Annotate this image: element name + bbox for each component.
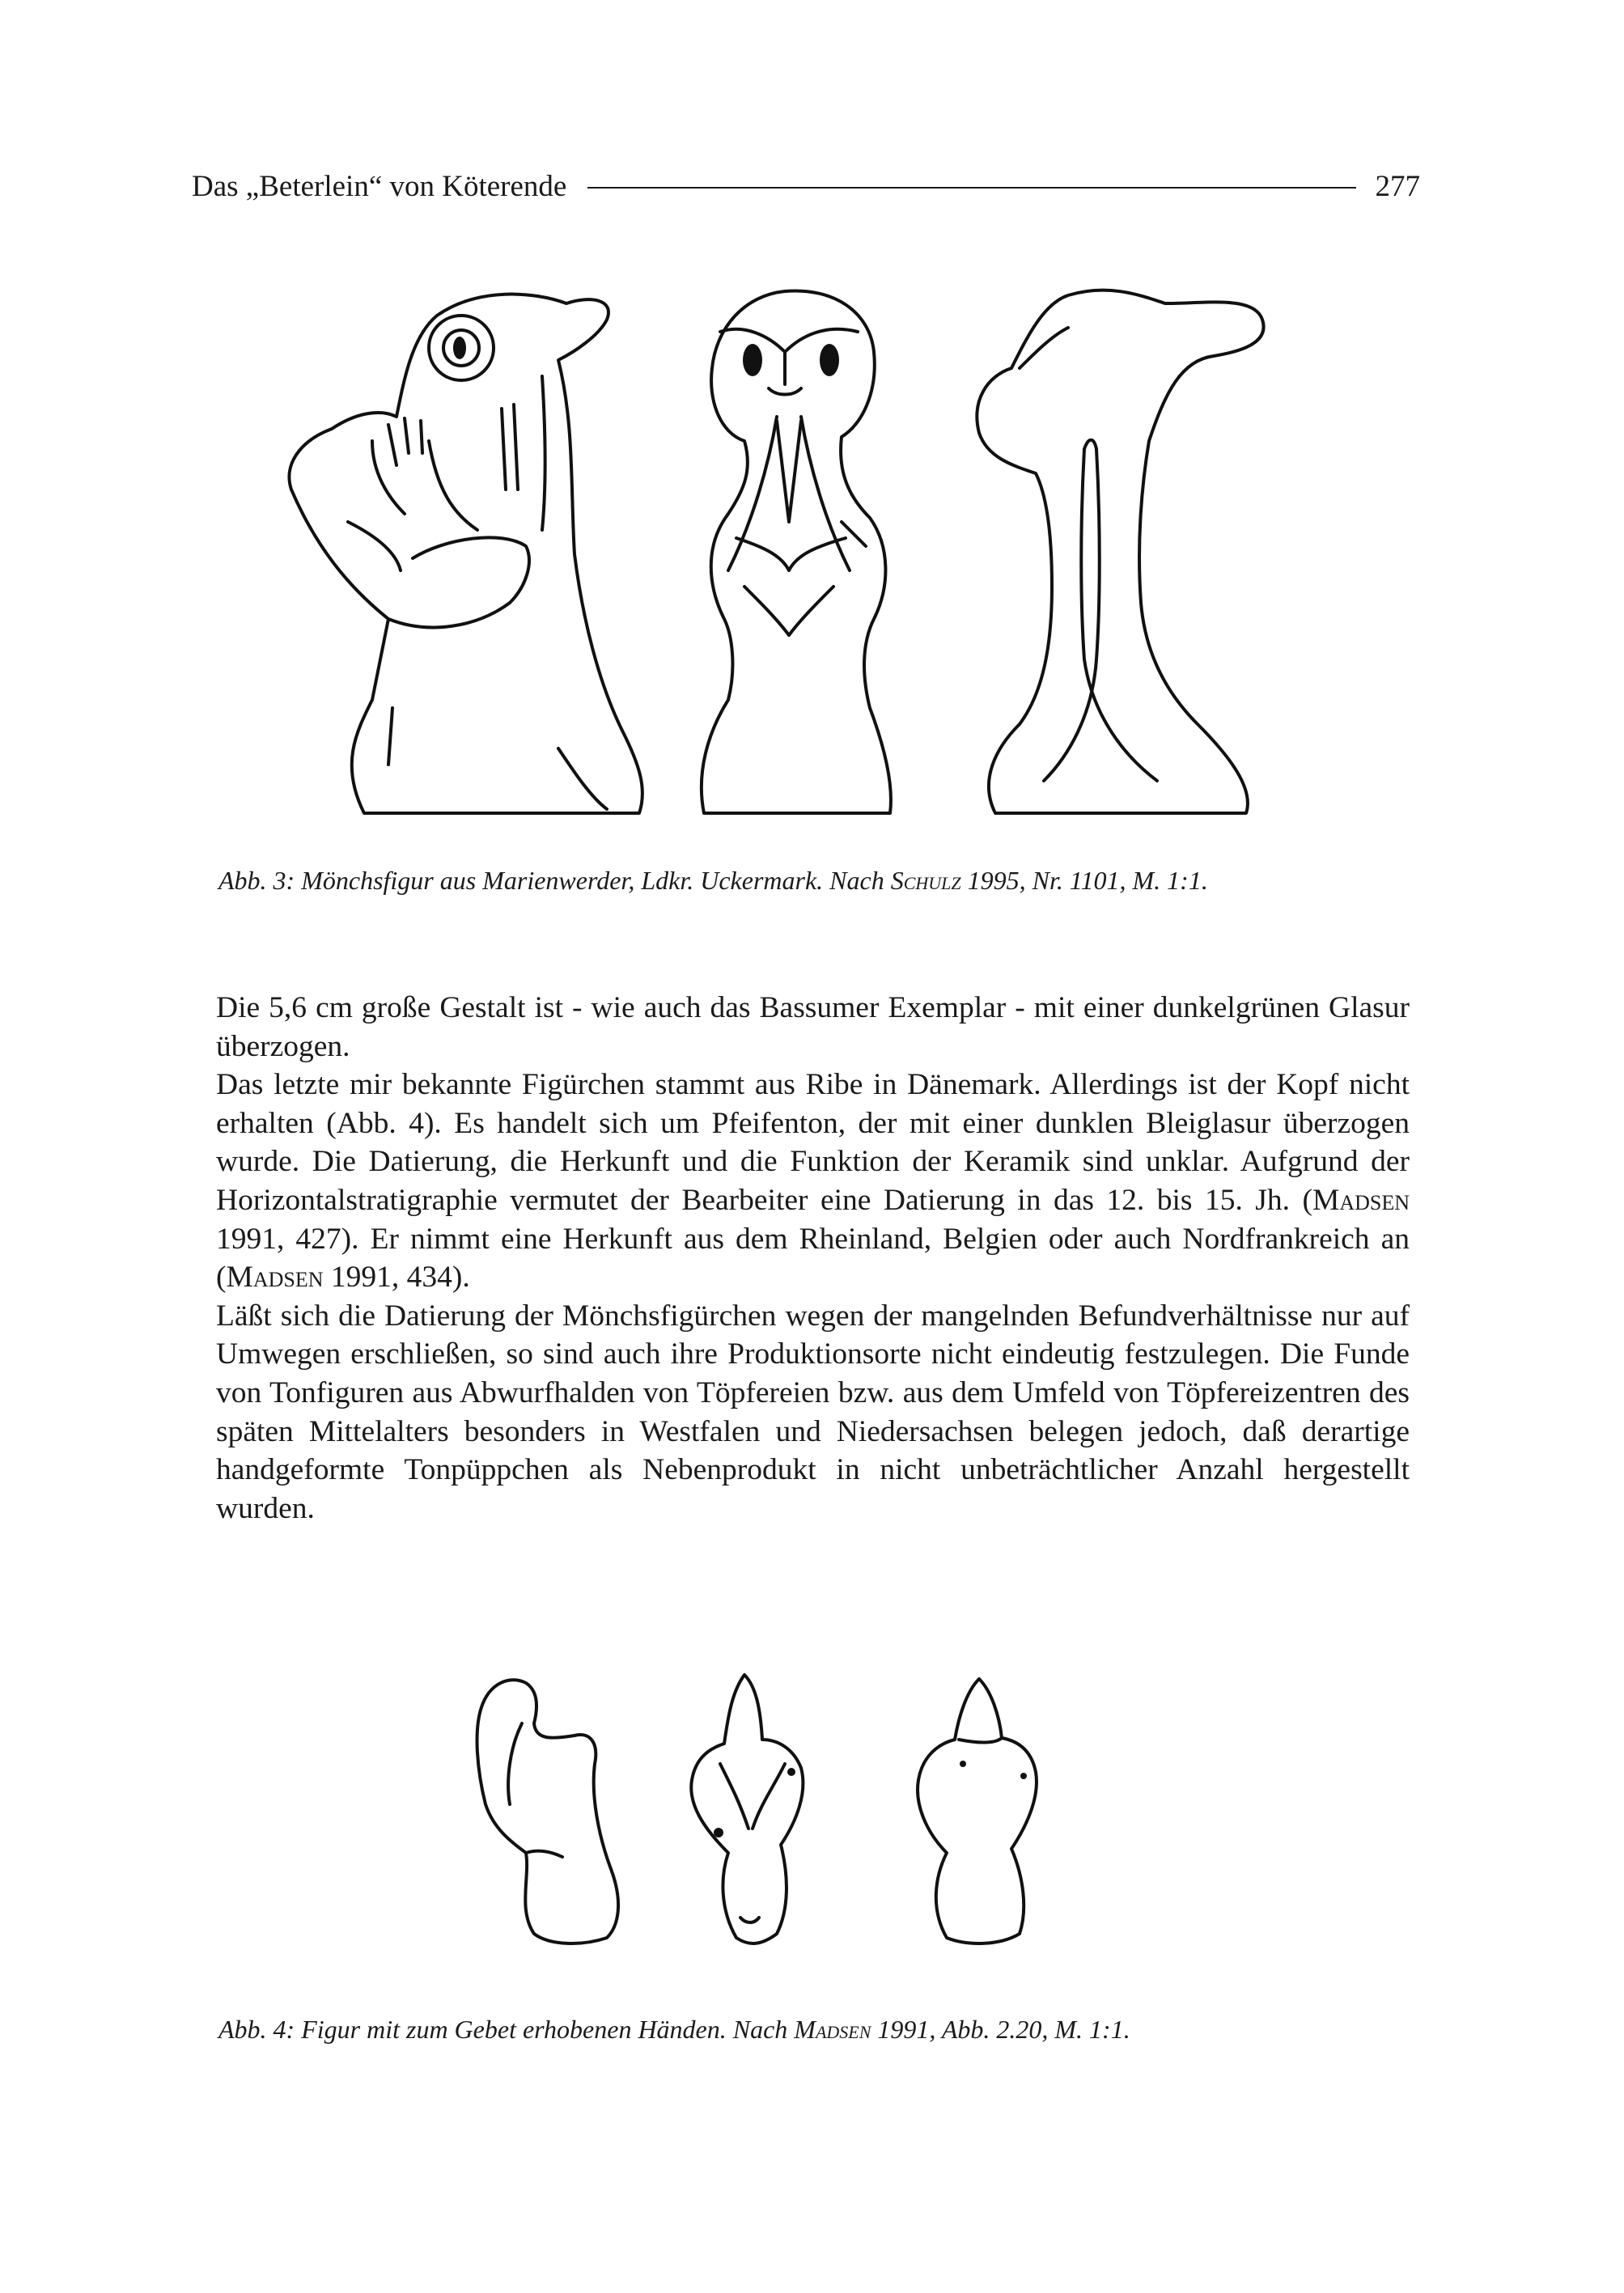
paragraph-2-part-b: 1991, 427). Er nimmt eine Herkunft aus dem Rheinland, Belgien oder auch Nordfrankreich an ( [216,1222,1410,1295]
paragraph-2 [216,1066,1410,1297]
monk-figure-side-view [289,295,642,813]
monk-figure-back-view [977,290,1263,813]
paragraph-2-part-a: Das letzte mir bekannte Figürchen stammt aus Ribe in Dänemark. Allerdings ist der Kopf nicht erhalten (Abb. 4). Es handelt sich um Pfeifenton, der mit einer dunklen Bleiglasur überzogen wurde. Die Datierung, die Herkunft und die Funktion der Keramik sind unklar. Aufgrund der Horizontalstratigraphie vermutet der Bearbeiter eine Datierung in das 12. bis 15. Jh. ( [216,1068,1410,1217]
paragraph-2-author-2: Madsen [226,1261,324,1295]
paragraph-1: Die 5,6 cm große Gestalt ist - wie auch das Bassumer Exemplar - mit einer dunkelgrünen Glasur überzogen. [216,991,1410,1063]
figure-4-caption-suffix: 1991, Abb. 2.20, M. 1:1. [871,2015,1130,2044]
figure-4-caption-author: Madsen [794,2015,871,2044]
running-header [192,166,1420,206]
figure-4-drawings [461,1667,1125,1958]
paragraph-3: Läßt sich die Datierung der Mönchsfigürchen wegen der mangelnden Befundverhältnisse nur auf Umwegen erschließen, so sind auch ihre Produktionsorte nicht eindeutig festzulegen. Die Funde von Tonfiguren aus Abwurfhalden von Töpfereien bzw. aus dem Umfeld von Töpfereizentren des späten Mittelalters besonders in Westfalen und Niedersachsen belegen jedoch, daß derartige handgeformte Tonpüppchen als Nebenprodukt in nicht unbeträchtlicher Anzahl hergestellt wurden. [216,1299,1410,1525]
figurine-back-view [918,1679,1037,1943]
figure-3-caption-prefix: Abb. 3: Mönchsfigur aus Marienwerder, Ldkr. Uckermark. Nach [218,866,891,895]
figure-4-caption-prefix: Abb. 4: Figur mit zum Gebet erhobenen Händen. Nach [218,2015,795,2044]
figurine-side-view [477,1680,619,1943]
paragraph-2-part-c: 1991, 434). [323,1261,470,1295]
page-number: 277 [1375,169,1420,203]
figure-3-caption-author: Schulz [890,866,961,895]
paragraph-2-author-1: Madsen [1312,1183,1410,1217]
figurine-front-view [691,1675,803,1943]
body-text [216,989,1410,1528]
figure-3-drawings [267,279,1384,829]
figure-3-caption [218,866,1208,896]
figure-3-caption-suffix: 1995, Nr. 1101, M. 1:1. [960,866,1208,895]
running-title: Das „Beterlein“ von Köterende [192,169,567,203]
header-rule [587,187,1355,189]
monk-figure-front-view [702,290,891,813]
figure-4-caption [218,2015,1130,2045]
